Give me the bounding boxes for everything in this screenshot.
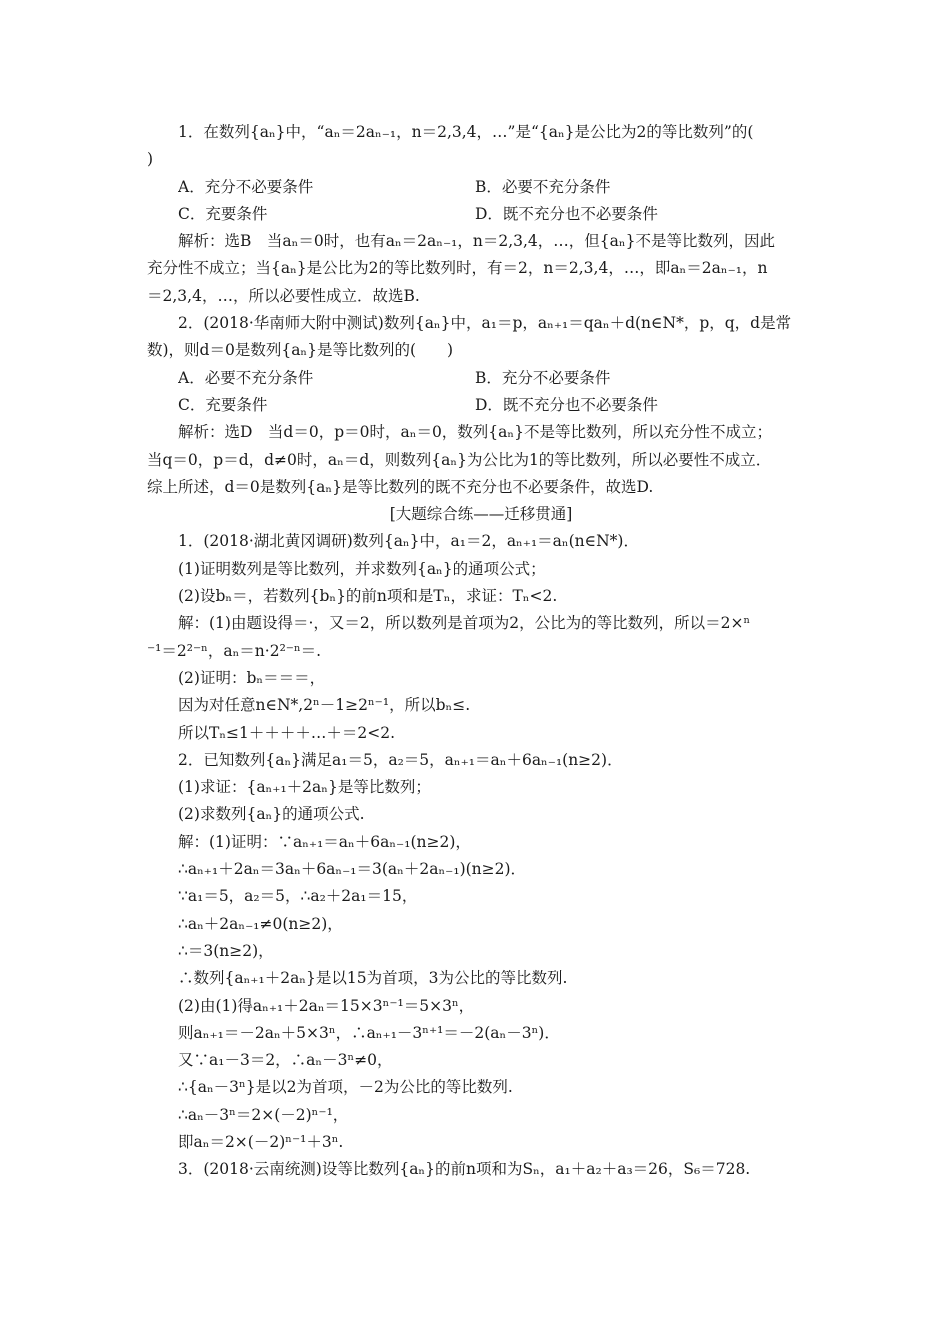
- p2-line: (2)由(1)得aₙ₊₁＋2aₙ＝15×3ⁿ⁻¹＝5×3ⁿ，: [178, 996, 475, 1015]
- p2-line: 2．已知数列{aₙ}满足a₁＝5，a₂＝5，aₙ₊₁＝aₙ＋6aₙ₋₁(n≥2)．: [178, 750, 623, 769]
- q1-options-row1: [147, 174, 815, 201]
- q1-option-d: D．既不充分也不必要条件: [475, 204, 658, 223]
- p2-line: ∴aₙ－3ⁿ＝2×(－2)ⁿ⁻¹，: [178, 1105, 349, 1124]
- q1-stem-line1: 1．在数列{aₙ}中，“aₙ＝2aₙ₋₁，n＝2,3,4，…”是“{aₙ}是公比为2的等比数列”的(: [178, 123, 754, 141]
- q2-option-a: A．必要不充分条件: [178, 368, 314, 387]
- document-content: [147, 119, 815, 1184]
- p2-line: ∴aₙ₊₁＋2aₙ＝3aₙ＋6aₙ₋₁＝3(aₙ＋2aₙ₋₁)(n≥2)．: [178, 860, 527, 879]
- p1-line: (2)设bₙ＝，若数列{bₙ}的前n项和是Tₙ，求证：Tₙ<2.: [178, 587, 558, 606]
- p2-line: 解：(1)证明：∵aₙ₊₁＝aₙ＋6aₙ₋₁(n≥2)，: [178, 832, 471, 851]
- p1-line: (2)证明：bₙ＝＝＝，: [178, 668, 326, 687]
- q1-solution-line2: 充分性不成立；当{aₙ}是公比为2的等比数列时，有＝2，n＝2,3,4，…，即aₙ＝2aₙ₋₁，n: [147, 259, 768, 278]
- p2-line: ∴＝3(n≥2)，: [178, 941, 274, 960]
- p1-continuation-line: ⁻¹＝2²⁻ⁿ，aₙ＝n·2²⁻ⁿ＝.: [147, 641, 322, 660]
- q1-options-row2: [147, 201, 815, 228]
- q2-solution-line3: 综上所述，d＝0是数列{aₙ}是等比数列的既不充分也不必要条件，故选D.: [147, 477, 654, 496]
- p1-line: (1)证明数列是等比数列，并求数列{aₙ}的通项公式；: [178, 559, 546, 578]
- p2-line: ∴aₙ＋2aₙ₋₁≠0(n≥2)，: [178, 914, 343, 933]
- q1-solution-line1: 解析：选B 当aₙ＝0时，也有aₙ＝2aₙ₋₁，n＝2,3,4，…，但{aₙ}不是等比数列，因此: [178, 232, 775, 251]
- p1-line: 因为对任意n∈N*,2ⁿ－1≥2ⁿ⁻¹，所以bₙ≤.: [178, 696, 471, 715]
- q1-option-b: B．必要不充分条件: [475, 177, 611, 196]
- q2-stem-line2: 数)，则d＝0是数列{aₙ}是等比数列的( ): [147, 341, 454, 360]
- p1-line: 1．(2018·湖北黄冈调研)数列{aₙ}中，a₁＝2，aₙ₊₁＝aₙ(n∈N*)．: [178, 532, 639, 551]
- p2-line: ∴{aₙ－3ⁿ}是以2为首项，－2为公比的等比数列.: [178, 1078, 513, 1097]
- section-title: [大题综合练——迁移贯通]: [389, 505, 573, 524]
- q2-solution-line1: 解析：选D 当d＝0，p＝0时，aₙ＝0，数列{aₙ}不是等比数列，所以充分性不成立；: [178, 423, 772, 442]
- p2-line: 又∵a₁－3＝2，∴aₙ－3ⁿ≠0，: [178, 1051, 393, 1070]
- q1-option-c: C．充要条件: [178, 204, 268, 223]
- q1-option-a: A．充分不必要条件: [178, 177, 314, 196]
- p3-line: 3．(2018·云南统测)设等比数列{aₙ}的前n项和为Sₙ，a₁＋a₂＋a₃＝26，S₆＝728.: [178, 1160, 751, 1179]
- q2-option-c: C．充要条件: [178, 395, 268, 414]
- p2-line: (1)求证：{aₙ₊₁＋2aₙ}是等比数列；: [178, 778, 431, 797]
- q2-option-d: D．既不充分也不必要条件: [475, 395, 658, 414]
- p2-line: 则aₙ₊₁＝－2aₙ＋5×3ⁿ，∴aₙ₊₁－3ⁿ⁺¹＝－2(aₙ－3ⁿ)．: [178, 1023, 560, 1042]
- q2-options-row1: [147, 365, 815, 392]
- q2-option-b: B．充分不必要条件: [475, 368, 611, 387]
- p2-line: 即aₙ＝2×(－2)ⁿ⁻¹＋3ⁿ.: [178, 1132, 344, 1151]
- p2-line: ∵a₁＝5，a₂＝5，∴a₂＋2a₁＝15，: [178, 887, 418, 906]
- q2-solution-line2: 当q＝0，p＝d，d≠0时，aₙ＝d，则数列{aₙ}为公比为1的等比数列，所以必要性不成立．: [147, 450, 772, 469]
- p1-line: 解：(1)由题设得＝·，又＝2，所以数列是首项为2，公比为的等比数列，所以＝2×ⁿ: [178, 614, 751, 633]
- q1-solution-line3: ＝2,3,4，…，所以必要性成立．故选B.: [147, 286, 420, 305]
- q1-stem-line2: ): [147, 150, 154, 169]
- q2-options-row2: [147, 392, 815, 419]
- p2-line: ∴数列{aₙ₊₁＋2aₙ}是以15为首项，3为公比的等比数列.: [178, 969, 568, 988]
- p1-line: 所以Tₙ≤1＋＋＋＋…＋＝2<2.: [178, 723, 396, 742]
- p2-line: (2)求数列{aₙ}的通项公式.: [178, 805, 365, 824]
- q2-stem-line1: 2．(2018·华南师大附中测试)数列{aₙ}中，a₁＝p，aₙ₊₁＝qaₙ＋d(n∈N*，p，q，d是常: [178, 314, 792, 333]
